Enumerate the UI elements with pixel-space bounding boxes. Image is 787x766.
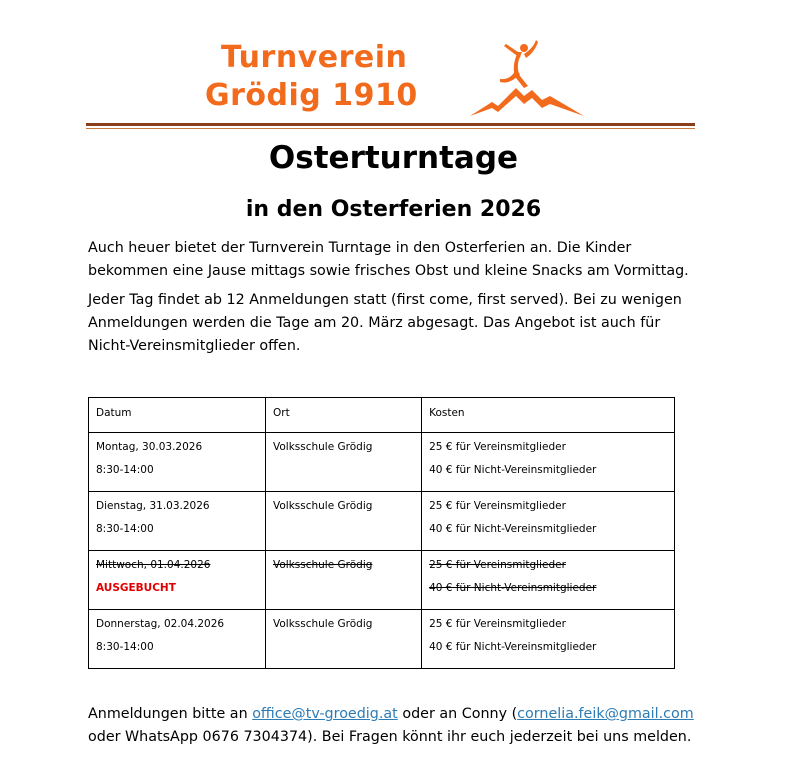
place-cell (265, 551, 421, 610)
date-text: Donnerstag, 02.04.2026 (96, 618, 225, 630)
nonmember-cost: 40 € für Nicht-Vereinsmitglieder (429, 641, 597, 653)
column-header-place: Ort (265, 398, 421, 433)
member-cost: 25 € für Vereinsmitglieder (429, 618, 566, 630)
cost-cell (422, 433, 675, 492)
nonmember-cost: 40 € für Nicht-Vereinsmitglieder (429, 464, 597, 476)
place-cell: Volksschule Grödig (265, 433, 421, 492)
date-cell (89, 492, 266, 551)
table-row-sold-out (89, 551, 675, 610)
time-text: 8:30-14:00 (96, 641, 154, 653)
date-text: Dienstag, 31.03.2026 (96, 500, 210, 512)
header-rule (86, 123, 695, 126)
intro-paragraph: Auch heuer bietet der Turnverein Turntage in den Osterferien an. Die Kinder bekommen eine Jause mittags sowie frisches Obst und kleine Snacks am Vormittag. (88, 240, 689, 279)
table-row (89, 433, 675, 492)
cost-cell (422, 610, 675, 669)
cost-cell (422, 551, 675, 610)
nonmember-cost: 40 € für Nicht-Vereinsmitglieder (429, 582, 597, 594)
gymnast-over-mountains-icon (466, 38, 586, 120)
date-cell (89, 610, 266, 669)
office-email-link[interactable]: office@tv-groedig.at (252, 706, 398, 722)
member-cost: 25 € für Vereinsmitglieder (429, 500, 566, 512)
place-cell: Volksschule Grödig (265, 492, 421, 551)
page-title: Osterturntage (268, 140, 519, 176)
header-rule-thin (86, 128, 695, 129)
member-cost: 25 € für Vereinsmitglieder (429, 441, 566, 453)
page-subtitle: in den Osterferien 2026 (245, 197, 542, 222)
place-cell: Volksschule Grödig (265, 610, 421, 669)
table-row (89, 492, 675, 551)
footer-text-2: oder an Conny ( (397, 706, 518, 722)
date-text: Montag, 30.03.2026 (96, 441, 203, 453)
logo-text-line1: Turnverein (221, 40, 408, 75)
column-header-date: Datum (89, 398, 266, 433)
conny-email-link[interactable]: cornelia.feik@gmail.com (517, 706, 694, 722)
header (0, 0, 787, 140)
time-text: 8:30-14:00 (96, 464, 154, 476)
footer-text-1: Anmeldungen bitte an (88, 706, 253, 722)
date-cell (89, 433, 266, 492)
schedule-table (88, 397, 675, 669)
logo-text-line2: Grödig 1910 (205, 78, 418, 113)
place-text: Volksschule Grödig (272, 559, 373, 571)
rules-paragraph: Jeder Tag findet ab 12 Anmeldungen statt (first come, first served). Bei zu wenigen Anmeldungen werden die Tage am 20. März abgesagt. Das Angebot ist auch für Nicht-Vereinsmitglieder offen. (88, 292, 682, 354)
cost-cell (422, 492, 675, 551)
member-cost: 25 € für Vereinsmitglieder (429, 559, 566, 571)
column-header-cost: Kosten (422, 398, 675, 433)
table-row (89, 610, 675, 669)
registration-note (88, 703, 728, 749)
nonmember-cost: 40 € für Nicht-Vereinsmitglieder (429, 523, 597, 535)
time-text: 8:30-14:00 (96, 523, 154, 535)
date-cell (89, 551, 266, 610)
table-header-row (89, 398, 675, 433)
footer-text-3: oder WhatsApp 0676 7304374). Bei Fragen könnt ihr euch jederzeit bei uns melden. (88, 729, 692, 745)
date-text: Mittwoch, 01.04.2026 (96, 559, 211, 571)
sold-out-badge: AUSGEBUCHT (96, 582, 176, 594)
